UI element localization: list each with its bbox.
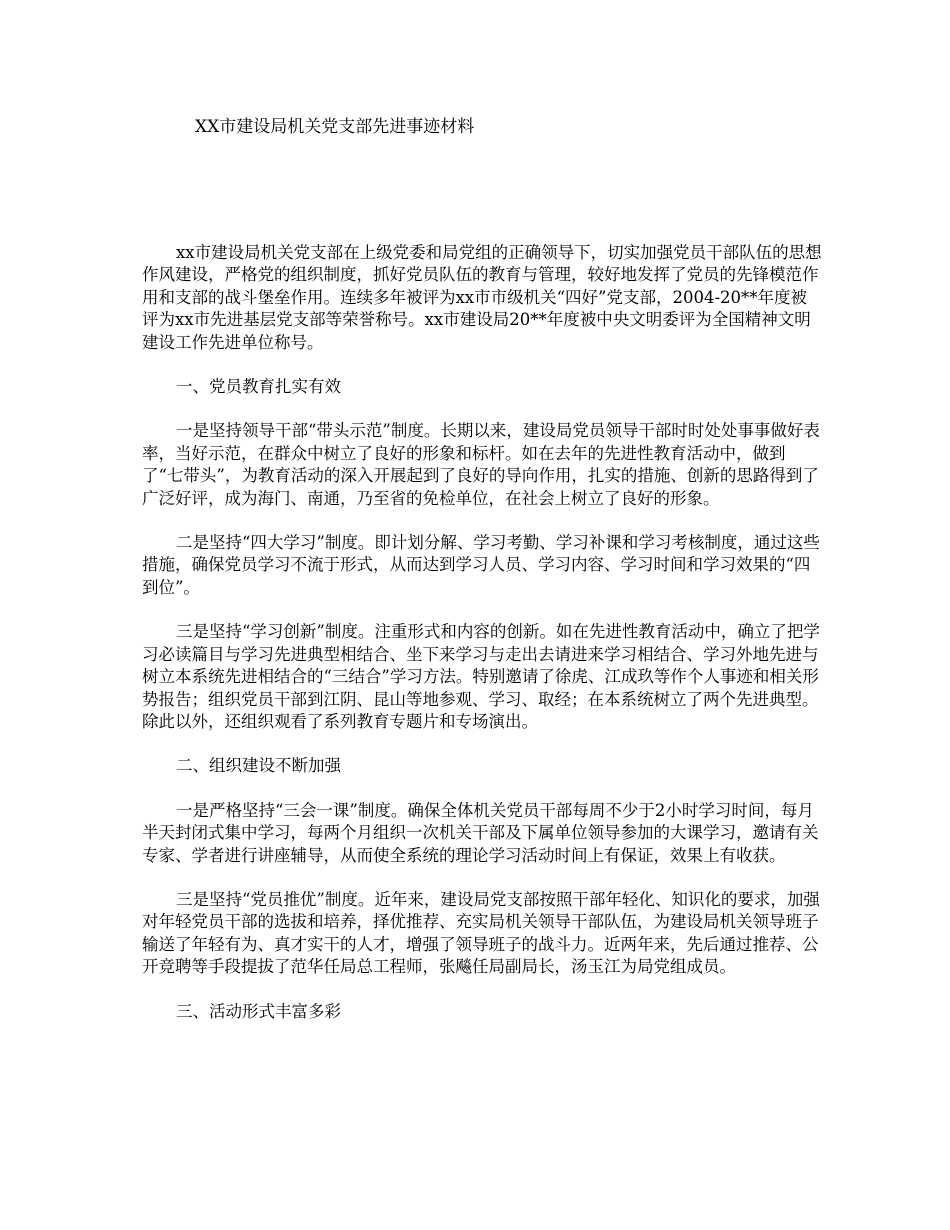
paragraph-four-studies: 二是坚持“四大学习”制度。即计划分解、学习考勤、学习补课和学习考核制度，通过这些措施，确保党员学习不流于形式，从而达到学习人员、学习内容、学习时间和学习效果的“四到位”。 bbox=[142, 533, 820, 597]
paragraph-three-meetings: 一是严格坚持“三会一课”制度。确保全体机关党员干部每周不少于2小时学习时间，每月半天封闭式集中学习，每两个月组织一次机关干部及下属单位领导参加的大课学习，邀请有关专家、学者进行讲座辅导，从而使全系统的理论学习活动时间上有保证，效果上有收获。 bbox=[142, 800, 819, 865]
intro-paragraph: xx市建设局机关党支部在上级党委和局党组的正确领导下，切实加强党员干部队伍的思想作风建设，严格党的组织制度，抓好党员队伍的教育与管理，较好地发挥了党员的先锋模范作用和支部的战斗堡垒作用。连续多年被评为xx市市级机关“四好”党支部，2004-20**年度被评为xx市先进基层党支部等荣誉称号。xx市建设局20**年度被中央文明委评为全国精神文明建设工作先进单位称号。 bbox=[142, 243, 822, 352]
document-title: XX市建设局机关党支部先进事迹材料 bbox=[195, 117, 475, 137]
section-heading-activities: 三、活动形式丰富多彩 bbox=[176, 1001, 341, 1021]
paragraph-member-promotion: 三是坚持“党员推优”制度。近年来，建设局党支部按照干部年轻化、知识化的要求，加强对年轻党员干部的选拔和培养，择优推荐、充实局机关领导干部队伍，为建设局机关领导班子输送了年轻有为、真才实干的人才，增强了领导班子的战斗力。近两年来，先后通过推荐、公开竞聘等手段提拔了范华任局总工程师，张飚任局副局长，汤玉江为局党组成员。 bbox=[142, 889, 820, 977]
document-body bbox=[142, 242, 822, 1045]
paragraph-leader-example: 一是坚持领导干部“带头示范”制度。长期以来，建设局党员领导干部时时处处事事做好表率，当好示范，在群众中树立了良好的形象和标杆。如在去年的先进性教育活动中，做到了“七带头”，为教育活动的深入开展起到了良好的导向作用，扎实的措施、创新的思路得到了广泛好评，成为海门、南通，乃至省的免检单位，在社会上树立了良好的形象。 bbox=[142, 421, 820, 508]
paragraph-study-innovation: 三是坚持“学习创新”制度。注重形式和内容的创新。如在先进性教育活动中，确立了把学习必读篇目与学习先进典型相结合、坐下来学习与走出去请进来学习相结合、学习外地先进与树立本系统先进相结合的“三结合”学习方法。特别邀请了徐虎、江成玖等作个人事迹和相关形势报告；组织党员干部到江阴、昆山等地参观、学习、取经；在本系统树立了两个先进典型。除此以外，还组织观看了系列教育专题片和专场演出。 bbox=[142, 622, 820, 731]
section-heading-organization: 二、组织建设不断加强 bbox=[176, 756, 341, 776]
section-heading-party-education: 一、党员教育扎实有效 bbox=[176, 377, 341, 397]
